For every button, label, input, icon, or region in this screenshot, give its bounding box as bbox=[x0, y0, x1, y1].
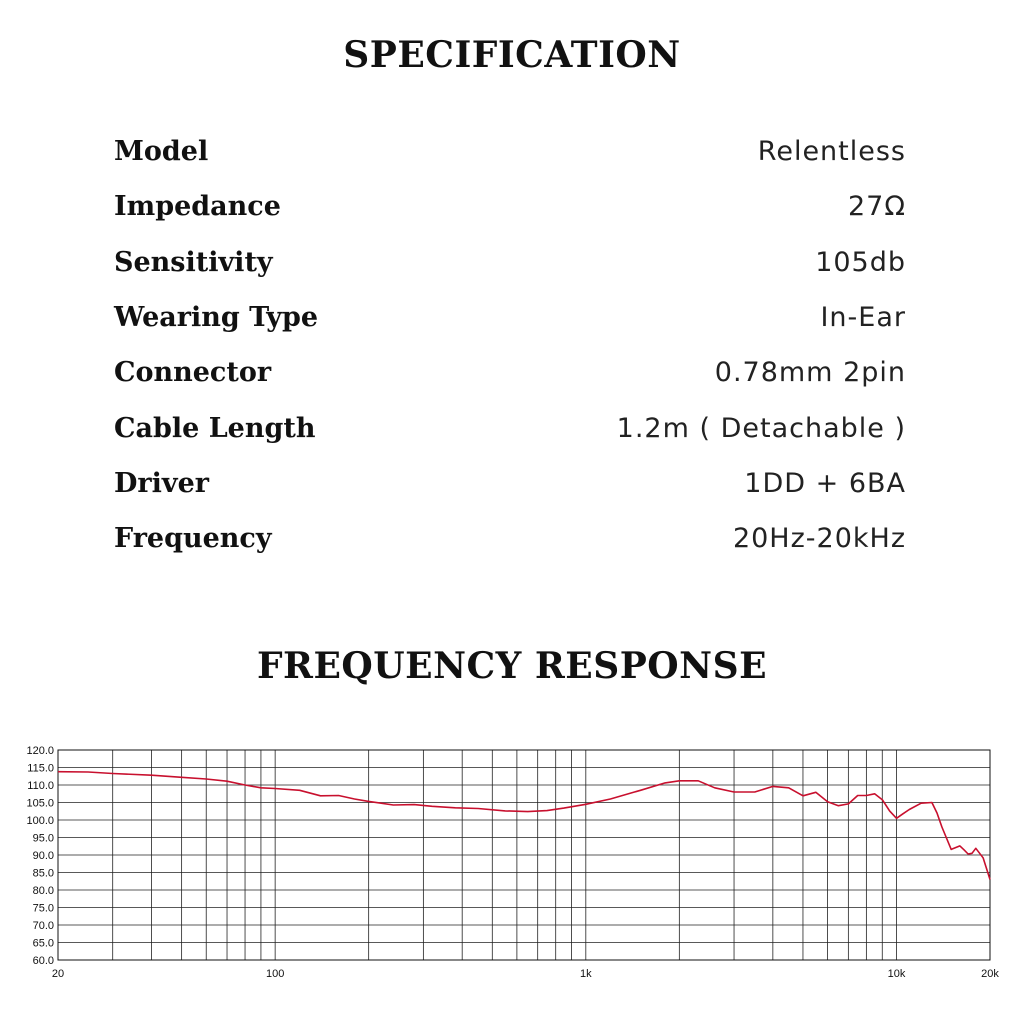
spec-row-driver bbox=[114, 456, 906, 511]
spec-value: Relentless bbox=[757, 136, 906, 168]
x-tick-label: 10k bbox=[887, 968, 906, 980]
x-tick-label: 1k bbox=[580, 968, 592, 980]
spec-row-impedance bbox=[114, 179, 906, 234]
y-tick-label: 65.0 bbox=[32, 937, 54, 950]
spec-value: In-Ear bbox=[820, 302, 906, 334]
spec-row-model bbox=[114, 124, 906, 179]
x-tick-label: 20 bbox=[51, 968, 65, 980]
spec-value: 105db bbox=[815, 246, 906, 278]
frequency-response-title: FREQUENCY RESPONSE bbox=[256, 645, 768, 687]
frequency-response-chart bbox=[0, 735, 1024, 995]
y-tick-label: 100.0 bbox=[26, 815, 54, 827]
y-tick-label: 95.0 bbox=[32, 832, 54, 845]
y-tick-label: 85.0 bbox=[32, 867, 54, 880]
spec-label: Frequency bbox=[114, 523, 272, 555]
y-tick-label: 75.0 bbox=[32, 902, 54, 915]
spec-label: Sensitivity bbox=[114, 246, 273, 278]
y-tick-label: 115.0 bbox=[27, 762, 54, 775]
y-tick-label: 110.0 bbox=[27, 780, 54, 792]
spec-row-sensitivity bbox=[114, 235, 906, 290]
y-tick-label: 70.0 bbox=[32, 920, 54, 932]
x-tick-label: 100 bbox=[265, 968, 285, 980]
spec-row-frequency bbox=[114, 511, 906, 566]
spec-label: Driver bbox=[114, 467, 209, 499]
spec-value: 27Ω bbox=[848, 191, 906, 223]
spec-label: Cable Length bbox=[114, 412, 316, 444]
spec-row-connector bbox=[114, 345, 906, 400]
spec-label: Impedance bbox=[114, 191, 281, 223]
spec-value: 20Hz-20kHz bbox=[732, 523, 906, 555]
spec-label: Connector bbox=[114, 357, 272, 389]
spec-label: Model bbox=[114, 136, 209, 168]
y-tick-label: 60.0 bbox=[32, 955, 54, 967]
spec-table bbox=[114, 124, 906, 566]
spec-value: 1.2m ( Detachable ) bbox=[616, 412, 906, 444]
y-tick-label: 120.0 bbox=[26, 745, 54, 757]
specification-title: SPECIFICATION bbox=[343, 34, 681, 76]
spec-row-cable-length bbox=[114, 400, 906, 455]
x-tick-label: 20k bbox=[981, 968, 999, 980]
spec-value: 1DD + 6BA bbox=[744, 467, 906, 499]
spec-label: Wearing Type bbox=[114, 302, 319, 334]
spec-row-wearing-type bbox=[114, 290, 906, 345]
y-tick-label: 80.0 bbox=[32, 885, 54, 897]
spec-value: 0.78mm 2pin bbox=[714, 357, 906, 389]
y-tick-label: 105.0 bbox=[26, 797, 54, 810]
y-tick-label: 90.0 bbox=[32, 850, 54, 862]
